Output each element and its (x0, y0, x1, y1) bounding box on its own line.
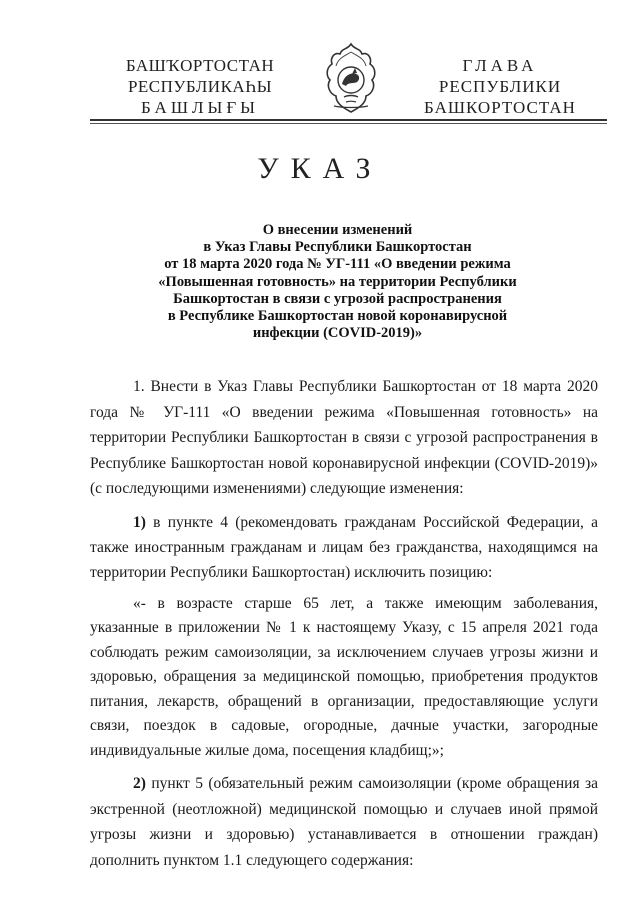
subject-line: О внесении изменений (262, 222, 413, 238)
subject-line: в Республике Башкортостан новой коронавирусной (167, 308, 508, 325)
subject-line: «Повышенная готовность» на территории Республики (158, 273, 517, 290)
header-left-line-1: БАШҠОРТОСТАН (125, 56, 275, 75)
paragraph-1-text: 1. Внести в Указ Главы Республики Башкортостан от 18 марта 2020 года № УГ-111 «О введении режима «Повышенная готовность» на территории Республики Башкортостан в связи с угрозой распространения в Республике Башкортостан новой коронавирусной инфекции (COVID-2019)» (с последующими изменениями) следующие изменения: (90, 378, 598, 498)
paragraph-4 (90, 771, 598, 873)
document-header (0, 0, 640, 130)
subject-line: Башкортостан в связи с угрозой распространения (173, 290, 502, 307)
header-left-line-2: РЕСПУБЛИКАҺЫ (127, 77, 273, 96)
header-left-block (95, 55, 305, 118)
paragraph-2-number: 1) (133, 513, 146, 531)
document-body (90, 374, 598, 873)
header-right-line-3: БАШКОРТОСТАН (424, 98, 576, 117)
subject-line: от 18 марта 2020 года № УГ-111 «О введении режима (164, 256, 511, 273)
paragraph-3 (90, 592, 598, 764)
header-divider-thin (90, 123, 607, 124)
document-subject (120, 222, 555, 342)
republic-of-bashkortostan-emblem-icon (322, 42, 380, 118)
paragraph-4-number: 2) (133, 775, 146, 793)
header-right-line-1: ГЛАВА (462, 56, 538, 75)
header-left-line-3: БАШЛЫҒЫ (141, 98, 259, 117)
subject-line: в Указ Главы Республики Башкортостан (203, 239, 472, 256)
paragraph-1 (90, 374, 598, 502)
header-right-block (395, 55, 605, 118)
paragraph-2 (90, 510, 598, 585)
paragraph-4-text: пункт 5 (обязательный режим самоизоляции (кроме обращения за экстренной (неотложной) медицинской помощью и случаев иной прямой угрозы жизни и здоровью) устанавливается в отношении граждан) дополнить пунктом 1.1 следующего содержания: (90, 775, 598, 869)
subject-line: инфекции (COVID-2019)» (252, 325, 423, 342)
paragraph-2-text: в пункте 4 (рекомендовать гражданам Российской Федерации, а также иностранным гражданам и лицам без гражданства, находящимся на территории Республики Башкортостан) исключить позицию: (90, 513, 598, 581)
header-right-line-2: РЕСПУБЛИКИ (438, 77, 562, 96)
document-title: УКАЗ (257, 152, 383, 185)
header-divider-thick (90, 119, 607, 121)
paragraph-3-text: «- в возрасте старше 65 лет, а также имеющим заболевания, указанные в приложении № 1 к настоящему Указу, с 15 апреля 2021 года соблюдать режим самоизоляции, за исключением случаев угрозы жизни и здоровью, обращения за медицинской помощью, приобретения продуктов питания, лекарств, обращений в организации, предоставляющие услуги связи, поездок в садовые, огородные, дачные участки, загородные индивидуальные жилые дома, посещения кладбищ;»; (90, 594, 598, 759)
